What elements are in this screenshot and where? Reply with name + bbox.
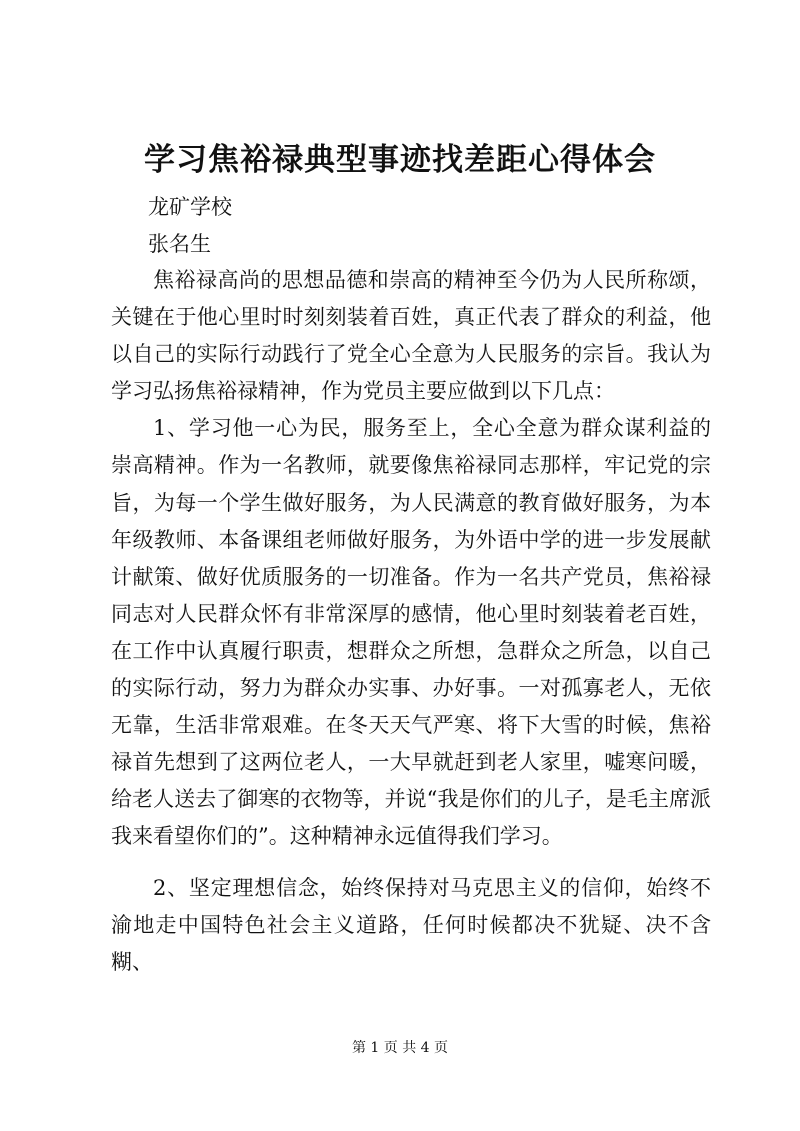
paragraph-intro: 焦裕禄高尚的思想品德和崇高的精神至今仍为人民所称颂，关键在于他心里时时刻刻装着百姓，真正代表了群众的利益，他以自己的实际行动践行了党全心全意为人民服务的宗旨。我认为学习弘扬焦裕禄精神，作为党员主要应做到以下几点：: [111, 268, 711, 404]
author-name: 张名生: [148, 232, 211, 256]
paragraph-point-1: 1、学习他一心为民，服务至上，全心全意为群众谋利益的崇高精神。作为一名教师，就要像焦裕禄同志那样，牢记党的宗旨，为每一个学生做好服务，为人民满意的教育做好服务，为本年级教师、本备课组老师做好服务，为外语中学的进一步发展献计献策、做好优质服务的一切准备。作为一名共产党员，焦裕禄同志对人民群众怀有非常深厚的感情，他心里时刻装着老百姓，在工作中认真履行职责，想群众之所想，急群众之所急，以自己的实际行动，努力为群众办实事、办好事。一对孤寡老人，无依无靠，生活非常艰难。在冬天天气严寒、将下大雪的时候，焦裕禄首先想到了这两位老人，一大早就赶到老人家里，嘘寒问暖，给老人送去了御寒的衣物等，并说“我是你们的儿子，是毛主席派我来看望你们的”。这种精神永远值得我们学习。: [111, 416, 711, 849]
document-title: 学习焦裕禄典型事迹找差距心得体会: [144, 142, 656, 178]
paragraph-point-2: 2、坚定理想信念，始终保持对马克思主义的信仰，始终不渝地走中国特色社会主义道路，任何时候都决不犹疑、决不含糊、: [111, 875, 711, 974]
page-footer: 第 1 页 共 4 页: [351, 1040, 449, 1056]
document-body: [111, 262, 711, 981]
school-name: 龙矿学校: [148, 195, 232, 219]
